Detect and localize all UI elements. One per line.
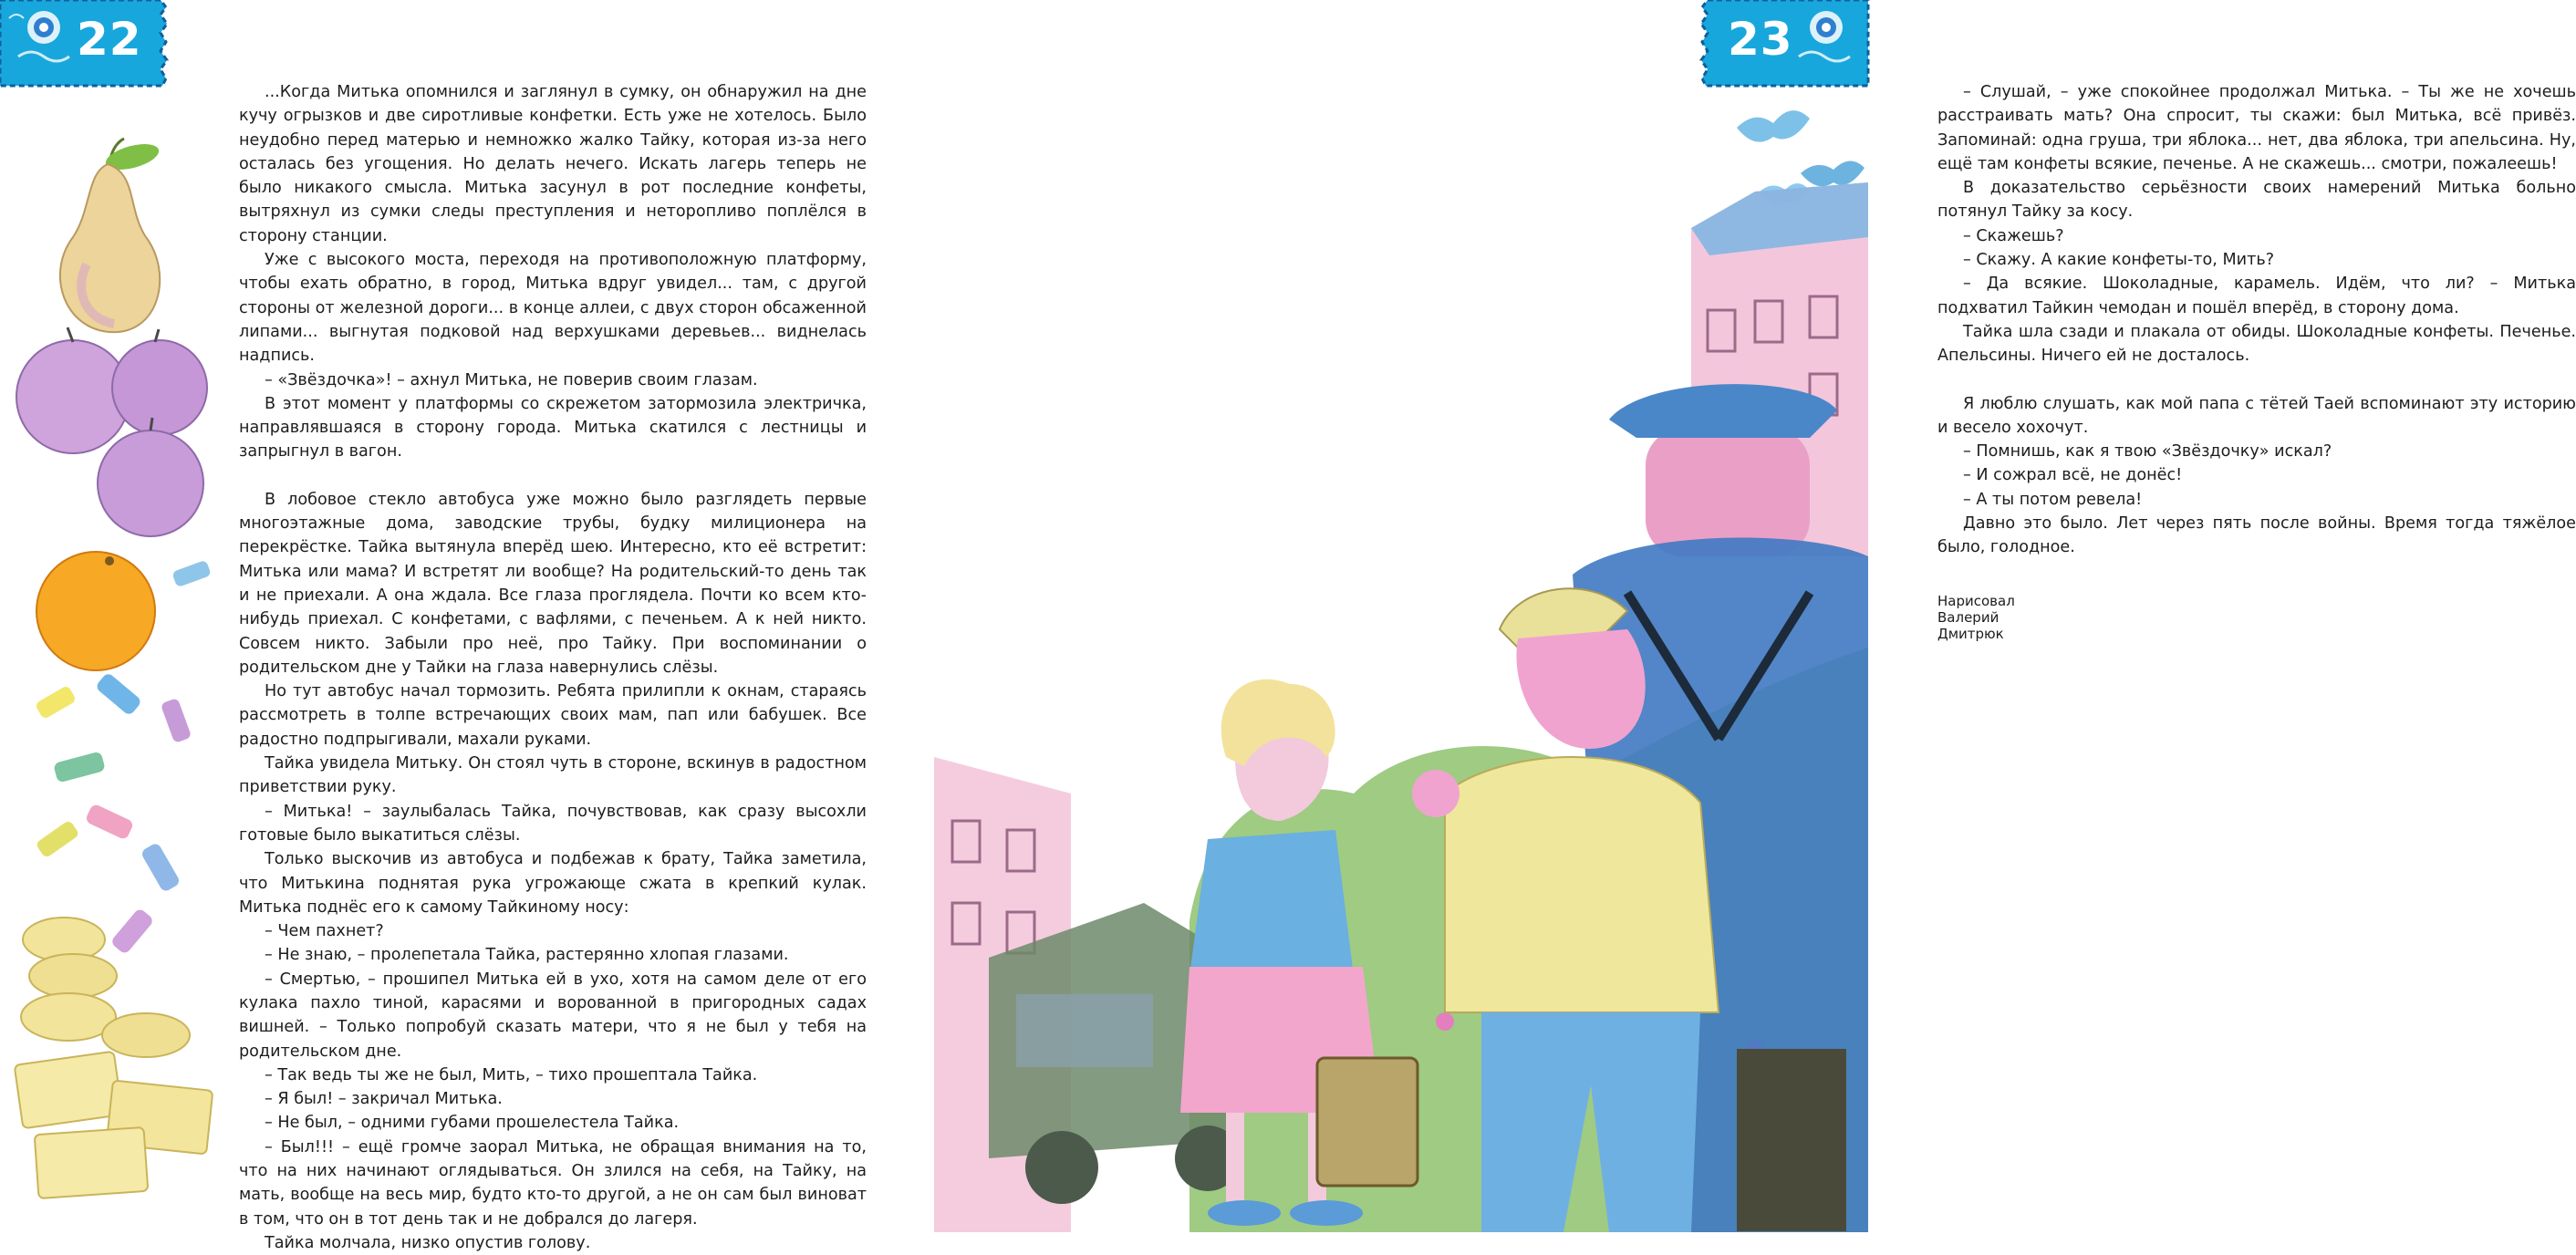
paragraph: ...Когда Митька опомнился и заглянул в сумку, он обнаружил на дне кучу огрызков и две сиротливые конфетки. Есть уже не хотелось. Было неудобно перед матерью и немножко жалко Тайку, которая из-за него осталась без угощения. Но делать нечего. Искать лагерь теперь не было никакого смысла. Митька засунул в рот последние конфеты, вытряхнул из сумки следы преступления и неторопливо поплёлся в сторону станции. bbox=[239, 83, 867, 245]
paragraph: В лобовое стекло автобуса уже можно было разглядеть первые многоэтажные дома, заводские трубы, будку милиционера на перекрёстке. Тайка вытянула вперёд шею. Интересно, кто её встретит: Митька или мама? И встретят ли вообще? На родительский-то день так и не приехали. А она ждала. Все глаза проглядела. Почти ко всем кто-нибудь приехал. С конфетами, с вафлями, с печеньем. А к ней никто. Совсем никто. Забыли про неё, про Тайку. При воспоминании о родительском дне у Тайки на глаза навернулись слёзы. bbox=[239, 490, 867, 677]
orange-illustration bbox=[36, 552, 155, 670]
paragraph: – Митька! – заулыбалась Тайка, почувствовав, как сразу высохли готовые было выкатиться слёзы. bbox=[239, 802, 867, 845]
paragraph: В доказательство серьёзности своих намерений Митька больно потянул Тайку за косу. bbox=[1937, 179, 2576, 222]
illustrator-credit: Нарисовал Валерий Дмитрюк bbox=[1937, 593, 2015, 642]
paragraph: Уже с высокого моста, переходя на противоположную платформу, чтобы ехать обратно, в город, Митька вдруг увидел... там, с другой стороны от железной дороги... в конце аллеи, с двух сторон обсаженной липами... выгнутая подковой над верхушками деревьев... виднелась надпись. bbox=[239, 251, 867, 366]
paragraph: – «Звёздочка»! – ахнул Митька, не поверив своим глазам. bbox=[265, 370, 758, 389]
story-text-left bbox=[239, 80, 867, 1255]
street-scene-illustration bbox=[934, 100, 1868, 1232]
paragraph: Давно это было. Лет через пять после войны. Время тогда тяжёлое было, голодное. bbox=[1937, 514, 2576, 557]
paragraph: – Не знаю, – пролепетала Тайка, растерянно хлопая глазами. bbox=[265, 946, 789, 965]
paragraph: – Был!!! – ещё громче заорал Митька, не обращая внимания на то, что на них начинают оглядываться. Он злился на себя, на Тайку, на мать, вообще на весь мир, будто кто-то другой, а не он сам был виноват в том, что он в тот день так и не добрался до лагеря. bbox=[239, 1137, 867, 1229]
paragraph: Но тут автобус начал тормозить. Ребята прилипли к окнам, стараясь рассмотреть в толпе встречающих своих мам, пап или бабушек. Все радостно подпрыгивали, махали руками. bbox=[239, 682, 867, 749]
food-illustration bbox=[0, 137, 228, 1231]
left-page bbox=[0, 0, 934, 1252]
page-number-left: 22 bbox=[77, 13, 142, 66]
paragraph: – Скажешь? bbox=[1963, 226, 2064, 245]
right-page bbox=[934, 0, 2576, 1232]
paragraph: – Слушай, – уже спокойнее продолжал Митька. – Ты же не хочешь расстраивать мать? Она спросит, ты скажи: был Митька, всё привёз. Запоминай: одна груша, три яблока... нет, два яблока, три апельсина. Ну, ещё там конфеты всякие, печенье. А не скажешь... смотри, пожалеешь! bbox=[1937, 83, 2576, 173]
cookies-illustration bbox=[15, 918, 213, 1198]
paragraph: – Помнишь, как я твою «Звёздочку» искал? bbox=[1963, 442, 2332, 462]
paragraph: Только выскочив из автобуса и подбежав к брату, Тайка заметила, что Митькина поднятая рука угрожающе сжата в крепкий кулак. Митька поднёс его к самому Тайкиному носу: bbox=[239, 850, 867, 917]
paragraph: – Скажу. А какие конфеты-то, Мить? bbox=[1963, 251, 2275, 270]
paragraph: – Да всякие. Шоколадные, карамель. Идём, что ли? – Митька подхватил Тайкин чемодан и пошёл вперёд, в сторону дома. bbox=[1937, 275, 2576, 317]
paragraph: Я люблю слушать, как мой папа с тётей Таей вспоминают эту историю и весело хохочут. bbox=[1937, 394, 2576, 437]
paragraph: – И сожрал всё, не донёс! bbox=[1963, 466, 2183, 485]
paragraph: Тайка шла сзади и плакала от обиды. Шоколадные конфеты. Печенье. Апельсины. Ничего ей не досталось. bbox=[1937, 322, 2576, 366]
paragraph: В этот момент у платформы со скрежетом затормозила электричка, направлявшаяся в сторону города. Митька скатился с лестницы и запрыгнул в вагон. bbox=[239, 394, 867, 462]
paragraph: Тайка молчала, низко опустив голову. bbox=[265, 1233, 591, 1252]
story-text-right bbox=[1937, 80, 2576, 560]
page-number-tab-left bbox=[0, 0, 170, 86]
page-number-tab-right bbox=[1698, 0, 1868, 86]
apples-illustration bbox=[16, 327, 207, 536]
paragraph: Тайка увидела Митьку. Он стоял чуть в стороне, вскинув в радостном приветствии руку. bbox=[239, 754, 867, 797]
paragraph: – Чем пахнет? bbox=[265, 922, 384, 941]
pear-illustration bbox=[60, 139, 161, 332]
paragraph: – Смертью, – прошипел Митька ей в ухо, хотя на самом деле от его кулака пахло тиной, карасями и ворованной в пригородных садах вишней. – Только попробуй сказать матери, что я не был у тебя на родительском дне. bbox=[239, 970, 867, 1061]
paragraph: – Я был! – закричал Митька. bbox=[265, 1090, 503, 1109]
paragraph: – Не был, – одними губами прошелестела Тайка. bbox=[265, 1114, 680, 1133]
paragraph: – Так ведь ты же не был, Мить, – тихо прошептала Тайка. bbox=[265, 1065, 758, 1084]
page-number-right: 23 bbox=[1728, 13, 1793, 66]
paragraph: – А ты потом ревела! bbox=[1963, 490, 2143, 509]
